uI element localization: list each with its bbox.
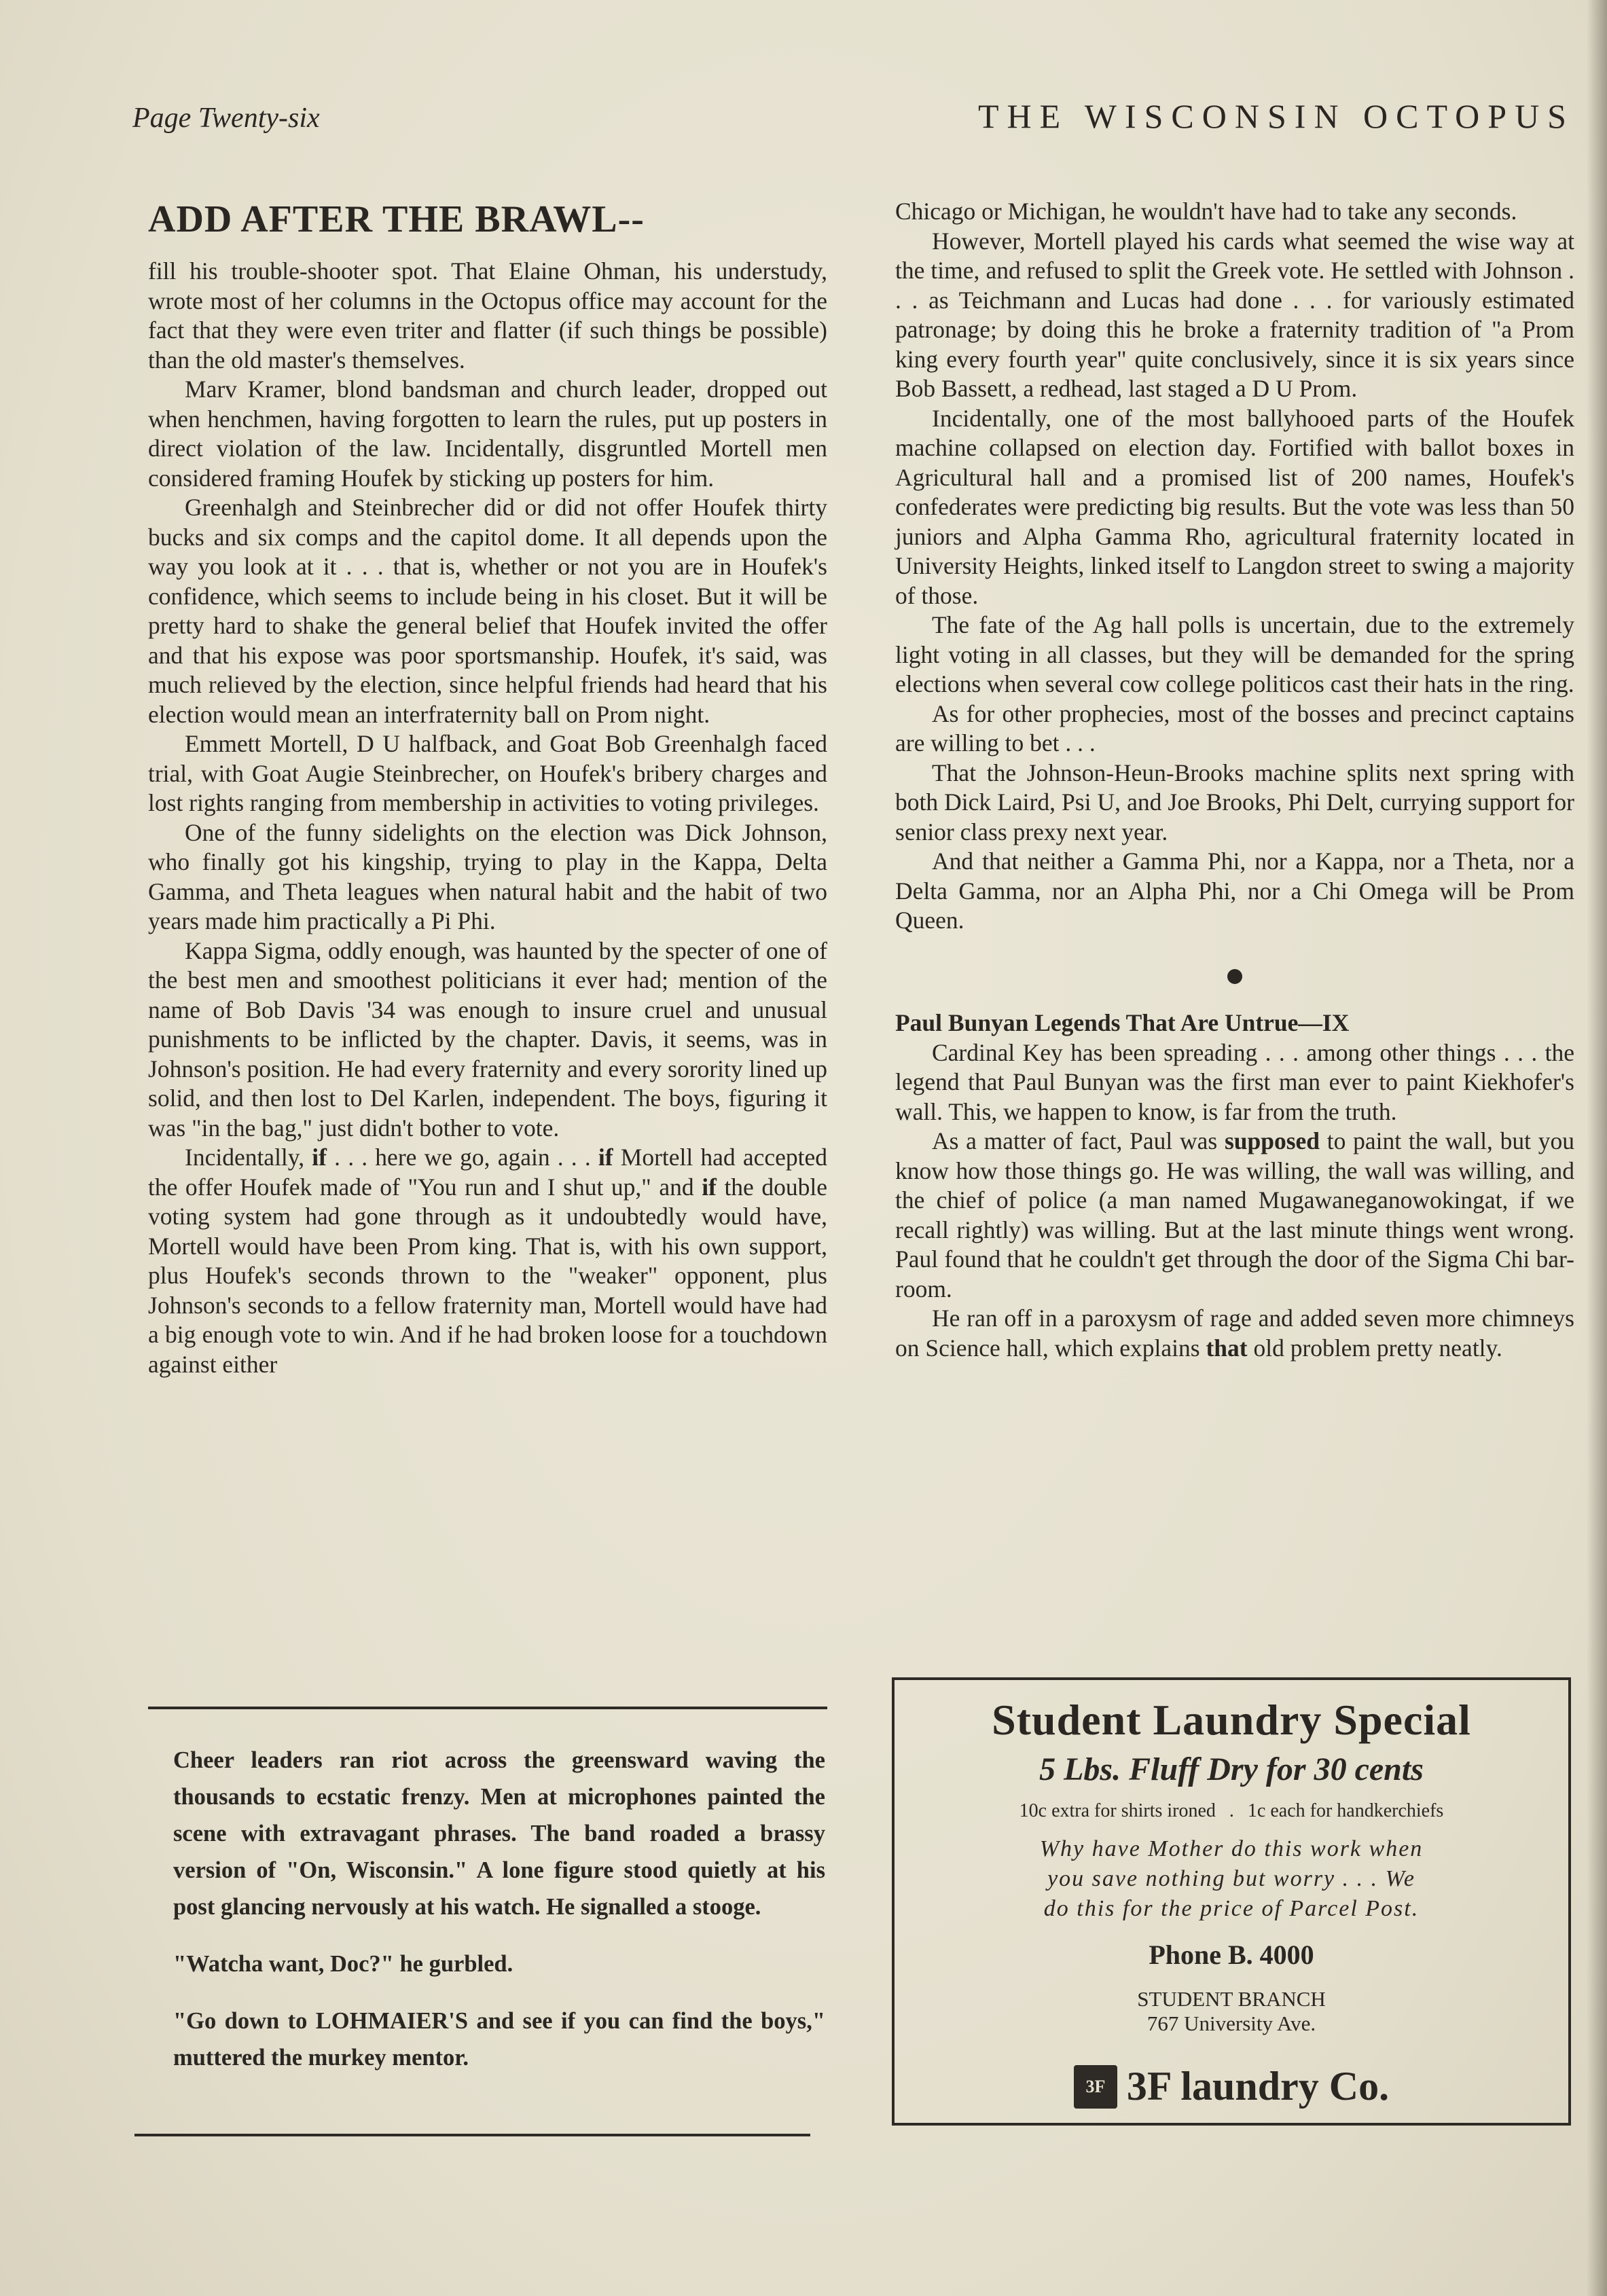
- logo-wordmark: 3F laundry Co.: [1126, 2064, 1390, 2109]
- article-paragraph: One of the funny sidelights on the election was Dick Johnson, who finally got his kingship, trying to play in the Kappa, Delta Gamma, and Theta leagues when natural habit and the habit of two years made him practically a Pi Phi.: [148, 818, 827, 934]
- article-paragraph: Marv Kramer, blond bandsman and church leader, dropped out when henchmen, having forgotten to learn the rules, put up posters in direct violation of the law. Incidentally, disgruntled Mortell men considered framing Houfek by sticking up posters for him.: [148, 376, 827, 492]
- emphasis: supposed: [1224, 1127, 1320, 1154]
- left-column: [148, 197, 827, 1379]
- text-run: Mortell had accepted the offer Houfek made of "You run and I shut up," and: [148, 1144, 827, 1201]
- emphasis: if: [598, 1144, 613, 1171]
- ad-subtitle: 5 Lbs. Fluff Dry for 30 cents: [1039, 1751, 1424, 1787]
- emphasis: if: [702, 1173, 717, 1201]
- top-rule: [148, 1707, 827, 1709]
- ad-slogan-line: Why have Mother do this work when: [1039, 1836, 1424, 1861]
- text-run: He ran off in a paroxysm of rage and added seven more chimneys on Science hall, which explains: [895, 1305, 1574, 1362]
- article-paragraph: That the Johnson-Heun-Brooks machine splits next spring with both Dick Laird, Psi U, and Joe Brooks, Phi Delt, currying support for senior class prexy next year.: [895, 759, 1574, 845]
- logo-badge-icon: 3F: [1074, 2065, 1117, 2109]
- page-edge-shadow: [1587, 0, 1607, 2296]
- ad-slogan-line: you save nothing but worry . . . We: [1047, 1866, 1415, 1891]
- ad-title: Student Laundry Special: [992, 1696, 1471, 1744]
- story-paragraph: Cheer leaders ran riot across the greensward waving the thousands to ecstatic frenzy. Men at microphones painted the scene with extravagant phrases. The band roaded a brassy version of "On, Wisconsin." A lone figure stood quietly at his post glancing nervously at his watch. He signalled a stooge.: [173, 1747, 825, 1920]
- article-headline: ADD AFTER THE BRAWL--: [148, 198, 645, 240]
- bullet-dot: [1227, 969, 1242, 984]
- page-number: Page Twenty-six: [132, 103, 320, 134]
- text-run: . . . here we go, again . . .: [326, 1144, 598, 1171]
- text-run: As a matter of fact, Paul was: [932, 1127, 1225, 1154]
- text-run: the double voting system had gone through as it undoubtedly would have, Mortell would have been Prom king. That is, with his own support, plus Houfek's seconds thrown to the "weaker" opponent, plus Johnson's seconds to a fellow fraternity man, Mortell would have had a big enough vote to win. And if he had broken loose for a touchdown against either: [148, 1173, 827, 1378]
- article-paragraph: Emmett Mortell, D U halfback, and Goat Bob Greenhalgh faced trial, with Goat Augie Steinbrecher, on Houfek's bribery charges and lost rights ranging from membership in activities to voting privileges.: [148, 730, 827, 816]
- legend-paragraph: [895, 1127, 1574, 1304]
- story-paragraph: "Watcha want, Doc?" he gurbled.: [173, 1951, 513, 1977]
- masthead: THE WISCONSIN OCTOPUS: [977, 97, 1574, 135]
- ad-branch-address: 767 University Ave.: [1146, 2011, 1316, 2035]
- article-paragraph: Kappa Sigma, oddly enough, was haunted by the specter of one of the best men and smoothest politicians it ever had; mention of the name of Bob Davis '34 was enough to insure cruel and unusual punishments to be inflicted by the chapter. Davis, it seems, was in Johnson's position. He had every fraternity and every sorority lined up solid, and then lost to Del Karlen, independent. The boys, figuring it was "in the bag," just didn't bother to vote.: [148, 936, 827, 1142]
- article-paragraph: fill his trouble-shooter spot. That Elaine Ohman, his understudy, wrote most of her columns in the Octopus office may account for the fact that they were even triter and flatter (if such things be possible) than the old master's themselves.: [148, 257, 827, 373]
- emphasis: if: [312, 1144, 327, 1171]
- ad-branch: [895, 1987, 1568, 2036]
- ad-phone: Phone B. 4000: [1149, 1939, 1314, 1970]
- ad-price-notes: [895, 1800, 1568, 1822]
- ad-note-separator: .: [1229, 1800, 1234, 1821]
- text-run: to paint the wall, but you know how those things go. He was willing, the wall was willing, and the chief of police (a man named Mugawaneganowokingat, if we recall rightly) was willing. But at the last minute things went wrong. Paul found that he couldn't get through the door of the Sigma Chi bar-room.: [895, 1127, 1574, 1302]
- text-run: Incidentally,: [185, 1144, 312, 1171]
- article-paragraph: Greenhalgh and Steinbrecher did or did not offer Houfek thirty bucks and six comps and the capitol dome. It all depends upon the way you look at it . . . that is, whether or not you are in Houfek's confidence, which seems to include being in his closet. But it will be pretty hard to shake the general belief that Houfek invited the offer and that his expose was poor sportsmanship. Houfek, it's said, was much relieved by the election, since helpful friends had heard that his election would mean an interfraternity ball on Prom night.: [148, 494, 827, 728]
- legend-paragraph: Cardinal Key has been spreading . . . among other things . . . the legend that Paul Bunyan was the first man ever to paint Kiekhofer's wall. This, we happen to know, is far from the truth.: [895, 1038, 1574, 1125]
- article-paragraph: Incidentally, one of the most ballyhooed parts of the Houfek machine collapsed on election day. Fortified with ballot boxes in Agricultural hall and a promised list of 200 names, Houfek's confederates were predicting big results. But the vote was less than 50 juniors and Alpha Gamma Rho, agricultural fraternity located in University Heights, linked itself to Langdon street to swing a majority of those.: [895, 404, 1574, 609]
- emphasis: that: [1206, 1334, 1248, 1362]
- article-paragraph: The fate of the Ag hall polls is uncertain, due to the extremely light voting in all classes, but they will be demanded for the spring elections when several cow college politicos cast their hats in the ring.: [895, 611, 1574, 697]
- bottom-rule: [134, 2134, 810, 2136]
- ad-branch-name: STUDENT BRANCH: [1137, 1987, 1326, 2011]
- legend-paragraph: [895, 1304, 1574, 1363]
- legend-heading: Paul Bunyan Legends That Are Untrue—IX: [895, 1009, 1350, 1036]
- section-bullet: [895, 962, 1574, 991]
- ad-note-shirts: 10c extra for shirts ironed: [1019, 1800, 1216, 1821]
- ad-slogan: [895, 1834, 1568, 1924]
- laundry-logo: [895, 2063, 1568, 2110]
- text-run: old problem pretty neatly.: [1247, 1334, 1502, 1362]
- ad-slogan-line: do this for the price of Parcel Post.: [1043, 1896, 1420, 1921]
- article-paragraph: As for other prophecies, most of the bosses and precinct captains are willing to bet . . .: [895, 699, 1574, 757]
- right-column: [895, 197, 1574, 1363]
- bottom-story: [173, 1742, 825, 2096]
- story-paragraph: "Go down to LOHMAIER'S and see if you can find the boys," muttered the murkey mentor.: [173, 2008, 825, 2071]
- article-paragraph: [148, 1143, 827, 1379]
- ad-note-handkerchiefs: 1c each for handkerchiefs: [1247, 1800, 1444, 1821]
- article-paragraph: And that neither a Gamma Phi, nor a Kappa, nor a Theta, nor a Delta Gamma, nor an Alpha Phi, nor a Chi Omega will be Prom Queen.: [895, 848, 1574, 934]
- laundry-advertisement: [892, 1677, 1571, 2126]
- article-paragraph: Chicago or Michigan, he wouldn't have had to take any seconds.: [895, 198, 1517, 225]
- article-paragraph: However, Mortell played his cards what seemed the wise way at the time, and refused to split the Greek vote. He settled with Johnson . . . as Teichmann and Lucas had done . . . for variously estimated patronage; by doing this he broke a fraternity tradition of "a Prom king every fourth year" quite conclusively, since it is six years since Bob Bassett, a redhead, last staged a D U Prom.: [895, 227, 1574, 402]
